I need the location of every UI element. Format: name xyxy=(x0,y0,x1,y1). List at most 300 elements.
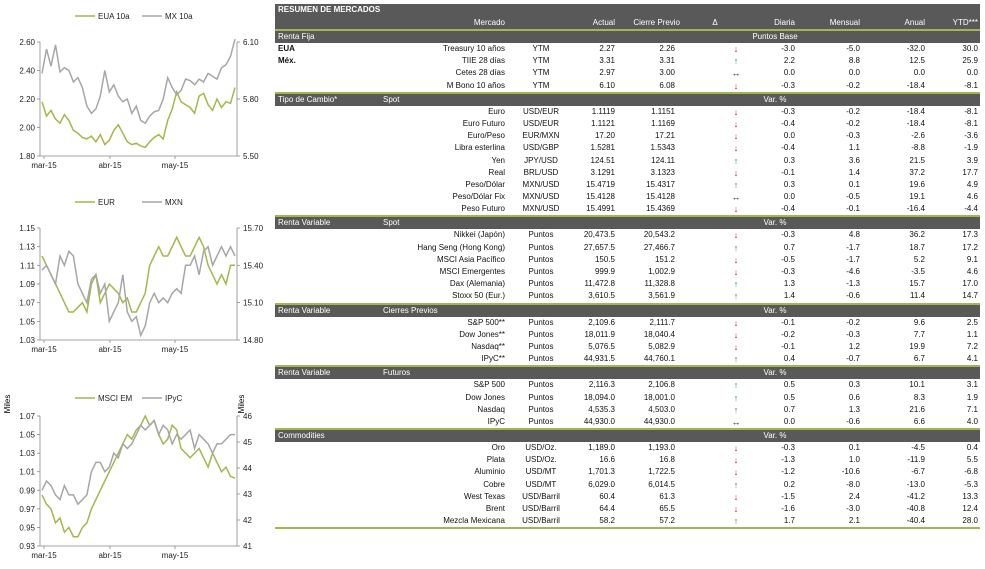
cell-monthly: -8.0 xyxy=(846,479,860,489)
cell-unit: USD/Barril xyxy=(522,504,560,513)
cell-annual: -13.0 xyxy=(906,479,925,489)
cell-instrument: Yen xyxy=(491,155,505,165)
cell-actual: 999.9 xyxy=(594,267,615,276)
cell-actual: 3.1291 xyxy=(590,167,615,177)
cell-actual: 60.4 xyxy=(599,491,615,501)
legend-label: EUA 10a xyxy=(98,12,130,21)
cell-prev: 6,014.5 xyxy=(648,479,675,489)
left-tick-label: 1.07 xyxy=(19,412,35,421)
cell-instrument: Nasdaq xyxy=(477,404,505,414)
cell-actual: 15.4991 xyxy=(586,204,615,214)
cell-daily: -0.1 xyxy=(781,317,795,327)
cell-ytd: 0.4 xyxy=(966,443,978,453)
cell-actual: 18,094.0 xyxy=(583,392,615,402)
cell-monthly: 1.4 xyxy=(848,167,860,177)
cell-monthly: 0.6 xyxy=(848,392,860,402)
x-tick-label: abr-15 xyxy=(98,345,122,354)
right-tick-label: 44 xyxy=(243,464,252,473)
cell-annual: 10.1 xyxy=(909,380,925,390)
table-row xyxy=(275,155,980,167)
cell-annual: -2.6 xyxy=(911,131,925,141)
row-label: Méx. xyxy=(278,56,296,66)
cell-daily: -0.3 xyxy=(781,267,795,276)
cell-instrument: Cobre xyxy=(483,479,505,489)
cell-annual: -16.4 xyxy=(906,204,925,214)
cell-instrument: Nikkei (Japón) xyxy=(453,230,505,240)
header-anual: Anual xyxy=(904,18,925,27)
chart-bonds-svg xyxy=(0,4,270,176)
arrow-flat-icon: ↔ xyxy=(731,68,741,79)
cell-ytd: 17.0 xyxy=(962,279,978,289)
arrow-up-icon: ↑ xyxy=(733,242,739,253)
cell-actual: 3.31 xyxy=(599,56,615,66)
cell-instrument: Euro Futuro xyxy=(462,118,505,128)
cell-monthly: 1.3 xyxy=(848,404,860,414)
table-title-text: RESUMEN DE MERCADOS xyxy=(278,5,381,14)
left-tick-label: 0.93 xyxy=(19,542,35,551)
cell-actual: 2,109.6 xyxy=(588,317,615,327)
table-row xyxy=(275,55,980,67)
cell-annual: 21.5 xyxy=(909,155,925,165)
section-unit: Var. % xyxy=(763,431,787,441)
cell-prev: 2,111.7 xyxy=(649,317,675,327)
table-row xyxy=(275,379,980,391)
section-name: Renta Variable xyxy=(278,305,331,315)
table-row xyxy=(275,442,980,454)
cell-ytd: -8.1 xyxy=(964,106,978,116)
cell-monthly: -10.6 xyxy=(841,467,860,477)
section-name: Tipo de Cambio* xyxy=(278,94,338,104)
cell-annual: 15.7 xyxy=(909,279,925,289)
cell-monthly: 8.8 xyxy=(848,56,860,66)
header-cierre: Cierre Previo xyxy=(633,18,680,27)
cell-daily: -0.1 xyxy=(781,341,795,351)
cell-actual: 16.6 xyxy=(599,455,615,465)
cell-actual: 11,472.8 xyxy=(584,279,615,289)
cell-ytd: -6.8 xyxy=(964,467,978,477)
cell-annual: 5.2 xyxy=(913,254,925,264)
chart-equity-svg xyxy=(0,386,270,566)
table-row xyxy=(275,43,980,55)
cell-ytd: 12.4 xyxy=(962,504,978,513)
left-tick-label: 2.00 xyxy=(19,123,35,133)
cell-actual: 2,116.3 xyxy=(588,380,615,390)
x-tick-label: mar-15 xyxy=(31,161,57,170)
left-tick-label: 0.99 xyxy=(19,486,35,496)
chart-bonds xyxy=(0,4,270,176)
arrow-down-icon: ↓ xyxy=(733,204,739,215)
cell-monthly: 0.3 xyxy=(848,380,860,390)
cell-ytd: -8.1 xyxy=(964,118,978,128)
header-delta: Δ xyxy=(712,18,718,27)
table-row xyxy=(275,106,980,118)
cell-unit: USD/Barril xyxy=(522,491,560,501)
arrow-down-icon: ↓ xyxy=(733,80,739,91)
cell-daily: 2.2 xyxy=(783,56,795,66)
cell-actual: 17.20 xyxy=(594,131,615,141)
arrow-down-icon: ↓ xyxy=(733,167,739,178)
cell-monthly: -0.2 xyxy=(846,106,860,116)
cell-prev: 15.4128 xyxy=(646,192,675,202)
right-tick-label: 15.70 xyxy=(243,224,264,233)
table-row xyxy=(275,67,980,79)
cell-ytd: 2.5 xyxy=(966,317,978,327)
cell-monthly: -0.2 xyxy=(846,80,860,90)
cell-unit: USD/MT xyxy=(525,467,557,477)
cell-unit: MXN/USD xyxy=(522,179,560,189)
cell-annual: 11.4 xyxy=(910,291,925,301)
cell-actual: 44,931.5 xyxy=(583,354,615,364)
section-sub: Futuros xyxy=(383,368,411,378)
cell-ytd: -1.9 xyxy=(964,143,978,153)
cell-daily: -1.3 xyxy=(781,455,795,465)
cell-prev: 3.31 xyxy=(659,56,675,66)
cell-ytd: 1.9 xyxy=(966,392,978,402)
arrow-up-icon: ↑ xyxy=(733,516,739,527)
series-line-1 xyxy=(42,88,235,148)
cell-monthly: -0.6 xyxy=(846,416,860,426)
cell-actual: 4,535.3 xyxy=(588,404,615,414)
cell-ytd: 5.5 xyxy=(966,455,978,465)
cell-actual: 44,930.0 xyxy=(583,416,615,426)
cell-daily: 0.0 xyxy=(783,68,795,78)
cell-instrument: IPyC** xyxy=(481,354,505,364)
cell-daily: 0.0 xyxy=(783,416,795,426)
left-tick-label: 1.01 xyxy=(19,467,35,477)
right-tick-label: 46 xyxy=(243,412,252,421)
cell-unit: Puntos xyxy=(528,317,554,327)
left-tick-label: 1.05 xyxy=(19,430,35,440)
cell-unit: MXN/USD xyxy=(522,192,560,202)
cell-prev: 2.26 xyxy=(659,44,675,53)
cell-unit: Puntos xyxy=(528,329,554,339)
left-tick-label: 1.03 xyxy=(19,336,35,345)
cell-prev: 44,930.0 xyxy=(643,416,675,426)
header-diaria: Diaria xyxy=(774,18,795,27)
cell-unit: BRL/USD xyxy=(523,167,559,177)
cell-instrument: Aluminio xyxy=(474,467,505,477)
table-row xyxy=(275,118,980,130)
section-unit: Var. % xyxy=(763,368,787,378)
left-tick-label: 0.95 xyxy=(19,523,35,533)
cell-ytd: 30.0 xyxy=(962,44,978,53)
cell-actual: 1.5281 xyxy=(590,143,615,153)
left-tick-label: 1.13 xyxy=(19,242,35,252)
cell-prev: 15.4369 xyxy=(646,204,675,214)
left-tick-label: 1.15 xyxy=(19,224,35,233)
cell-unit: USD/GBP xyxy=(522,143,559,153)
cell-daily: -0.4 xyxy=(781,118,795,128)
cell-monthly: -0.2 xyxy=(846,317,860,327)
cell-instrument: MSCI Emergentes xyxy=(439,267,505,276)
section-header xyxy=(275,365,980,379)
cell-daily: 0.3 xyxy=(783,179,795,189)
chart-equity xyxy=(0,386,270,566)
cell-prev: 15.4317 xyxy=(646,179,675,189)
cell-prev: 1,002.9 xyxy=(648,267,675,276)
cell-monthly: 0.1 xyxy=(848,179,860,189)
cell-annual: 19.9 xyxy=(909,341,925,351)
cell-instrument: Hang Seng (Hong Kong) xyxy=(417,242,505,252)
cell-ytd: 7.2 xyxy=(966,341,978,351)
cell-annual: 9.6 xyxy=(913,317,925,327)
cell-instrument: Mezcla Mexicana xyxy=(443,516,505,526)
cell-daily: 1.3 xyxy=(783,279,795,289)
cell-instrument: Dow Jones xyxy=(465,392,505,402)
arrow-down-icon: ↓ xyxy=(733,267,739,277)
cell-monthly: 4.8 xyxy=(848,230,860,240)
section-unit: Var. % xyxy=(763,218,787,228)
right-tick-label: 45 xyxy=(243,438,252,447)
table-row xyxy=(275,278,980,290)
arrow-down-icon: ↓ xyxy=(733,329,739,340)
cell-unit: EUR/MXN xyxy=(522,131,560,141)
cell-daily: -1.5 xyxy=(781,491,795,501)
cell-unit: YTM xyxy=(532,44,550,53)
cell-monthly: -4.6 xyxy=(846,267,860,276)
cell-annual: -40.4 xyxy=(906,516,925,526)
legend-label: MX 10a xyxy=(165,12,193,21)
section-unit: Var. % xyxy=(763,305,787,315)
arrow-down-icon: ↓ xyxy=(733,455,739,466)
cell-unit: MXN/USD xyxy=(522,204,560,214)
cell-actual: 1.1121 xyxy=(591,118,615,128)
cell-daily: -0.3 xyxy=(781,106,795,116)
cell-monthly: -0.2 xyxy=(846,118,860,128)
cell-annual: -6.7 xyxy=(911,467,925,477)
cell-actual: 6,029.0 xyxy=(588,479,615,489)
cell-unit: USD/EUR xyxy=(522,118,559,128)
cell-monthly: -0.3 xyxy=(846,131,860,141)
cell-daily: -0.3 xyxy=(781,80,795,90)
header-mensual: Mensual xyxy=(829,18,860,27)
cell-ytd: 17.3 xyxy=(962,230,978,240)
cell-annual: 6.6 xyxy=(913,416,925,426)
cell-monthly: -0.7 xyxy=(846,354,860,364)
cell-ytd: 4.6 xyxy=(966,267,978,276)
section-unit: Puntos Base xyxy=(752,32,798,41)
cell-ytd: 9.1 xyxy=(966,254,978,264)
cell-daily: -0.4 xyxy=(781,204,795,214)
table-row xyxy=(275,479,980,491)
cell-actual: 2.97 xyxy=(599,68,615,78)
cell-daily: 0.2 xyxy=(783,479,795,489)
arrow-down-icon: ↓ xyxy=(733,443,739,454)
cell-daily: -0.5 xyxy=(781,254,795,264)
cell-ytd: -3.6 xyxy=(964,131,978,141)
arrow-up-icon: ↑ xyxy=(733,291,739,302)
cell-monthly: -0.3 xyxy=(846,329,860,339)
section-name: Renta Variable xyxy=(278,218,331,228)
x-tick-label: abr-15 xyxy=(98,161,122,170)
cell-daily: -3.0 xyxy=(781,44,795,53)
cell-daily: 1.7 xyxy=(783,516,795,526)
section-header xyxy=(275,215,980,229)
cell-ytd: 4.9 xyxy=(966,179,978,189)
section-sub: Cierres Previos xyxy=(383,305,438,315)
cell-monthly: -1.3 xyxy=(846,279,860,289)
cell-unit: Puntos xyxy=(528,392,554,402)
cell-actual: 3,610.5 xyxy=(588,291,615,301)
arrow-up-icon: ↑ xyxy=(733,380,739,391)
cell-prev: 65.5 xyxy=(659,504,675,513)
cell-annual: 36.2 xyxy=(909,230,925,240)
right-tick-label: 6.10 xyxy=(243,38,259,47)
cell-actual: 2.27 xyxy=(599,44,615,53)
cell-unit: Puntos xyxy=(528,254,554,264)
cell-annual: 6.7 xyxy=(913,354,925,364)
arrow-down-icon: ↓ xyxy=(733,118,739,129)
cell-prev: 27,466.7 xyxy=(643,242,675,252)
cell-instrument: Plata xyxy=(486,455,505,465)
cell-ytd: 3.1 xyxy=(966,380,978,390)
cell-unit: Puntos xyxy=(528,279,554,289)
cell-annual: -41.2 xyxy=(906,491,925,501)
cell-instrument: West Texas xyxy=(463,491,505,501)
cell-ytd: 13.3 xyxy=(962,491,978,501)
table-row xyxy=(275,203,980,215)
cell-instrument: S&P 500 xyxy=(473,380,505,390)
cell-actual: 1.1119 xyxy=(591,106,615,116)
cell-unit: Puntos xyxy=(528,380,554,390)
section-name: Commodities xyxy=(278,431,325,441)
cell-instrument: TIIE 28 días xyxy=(461,56,505,66)
chart-fx-svg xyxy=(0,190,270,360)
cell-monthly: 2.1 xyxy=(848,516,860,526)
table-row xyxy=(275,341,980,353)
cell-actual: 5,076.5 xyxy=(588,341,615,351)
chart-fx xyxy=(0,190,270,360)
cell-ytd: 7.1 xyxy=(966,404,978,414)
left-axis-title: Miles xyxy=(3,394,12,414)
cell-daily: -1.2 xyxy=(781,467,795,477)
cell-monthly: 3.6 xyxy=(848,155,860,165)
cell-annual: -3.5 xyxy=(911,267,925,276)
header-ytd: YTD*** xyxy=(952,18,978,27)
cell-ytd: 4.0 xyxy=(966,416,978,426)
cell-instrument: Nasdaq** xyxy=(471,341,505,351)
left-tick-label: 2.20 xyxy=(19,95,35,104)
arrow-down-icon: ↓ xyxy=(733,467,739,478)
cell-instrument: Peso/Dólar xyxy=(465,179,505,189)
cell-monthly: -0.6 xyxy=(846,291,860,301)
cell-monthly: 1.2 xyxy=(848,341,860,351)
arrow-down-icon: ↓ xyxy=(733,143,739,154)
cell-annual: 19.6 xyxy=(909,179,925,189)
cell-unit: JPY/USD xyxy=(524,155,558,165)
cell-annual: -4.5 xyxy=(911,443,925,453)
cell-instrument: MSCI Asia Pacífico xyxy=(436,254,505,264)
cell-annual: 12.5 xyxy=(909,56,925,66)
section-sub: Spot xyxy=(383,218,400,228)
table-row xyxy=(275,266,980,278)
cell-ytd: 4.6 xyxy=(966,192,978,202)
cell-actual: 15.4719 xyxy=(586,179,615,189)
legend-label: IPyC xyxy=(165,394,183,403)
cell-instrument: Dow Jones** xyxy=(459,329,505,339)
cell-annual: -32.0 xyxy=(906,44,925,53)
cell-instrument: Libra esterlina xyxy=(454,143,505,153)
cell-daily: 0.7 xyxy=(783,404,795,414)
table-row xyxy=(275,329,980,341)
table-row xyxy=(275,491,980,503)
cell-prev: 3.1323 xyxy=(650,167,675,177)
section-header xyxy=(275,303,980,317)
table-header xyxy=(275,16,980,29)
cell-actual: 124.51 xyxy=(590,155,615,165)
cell-instrument: Dax (Alemania) xyxy=(449,279,505,289)
x-tick-label: mar-15 xyxy=(31,551,57,560)
left-tick-label: 2.60 xyxy=(19,38,35,47)
right-tick-label: 14.80 xyxy=(243,336,264,345)
cell-monthly: -0.5 xyxy=(846,192,860,202)
cell-prev: 11,328.8 xyxy=(644,279,675,289)
header-mercado: Mercado xyxy=(473,18,505,27)
cell-daily: 0.5 xyxy=(783,380,795,390)
cell-actual: 27,657.5 xyxy=(583,242,615,252)
cell-unit: Puntos xyxy=(528,341,554,351)
left-tick-label: 1.09 xyxy=(19,280,35,289)
cell-daily: 0.3 xyxy=(783,155,795,165)
table-row xyxy=(275,392,980,404)
cell-monthly: 1.1 xyxy=(848,143,860,153)
series-line-1 xyxy=(42,416,235,537)
cell-unit: USD/EUR xyxy=(522,106,559,116)
cell-ytd: 1.1 xyxy=(966,329,978,339)
cell-unit: Puntos xyxy=(528,404,554,414)
arrow-down-icon: ↓ xyxy=(733,230,739,241)
table-title xyxy=(275,4,980,16)
section-header xyxy=(275,29,980,43)
cell-unit: Puntos xyxy=(528,416,554,426)
cell-prev: 16.8 xyxy=(659,455,675,465)
cell-prev: 18,001.0 xyxy=(643,392,675,402)
cell-ytd: -8.1 xyxy=(964,80,978,90)
right-axis-title: Miles xyxy=(237,394,246,414)
cell-prev: 1.1169 xyxy=(651,118,675,128)
cell-daily: 0.4 xyxy=(783,354,795,364)
cell-ytd: -5.3 xyxy=(964,479,978,489)
cell-daily: 0.7 xyxy=(783,242,795,252)
cell-prev: 1,722.5 xyxy=(648,467,675,477)
cell-monthly: 1.0 xyxy=(848,455,860,465)
cell-unit: YTM xyxy=(532,68,550,78)
table-row xyxy=(275,317,980,329)
cell-prev: 20,543.2 xyxy=(643,230,675,240)
table-row xyxy=(275,290,980,302)
cell-daily: -0.3 xyxy=(781,443,795,453)
cell-unit: Puntos xyxy=(528,267,554,276)
cell-annual: 7.7 xyxy=(913,329,925,339)
cell-instrument: Peso/Dólar Fix xyxy=(452,192,505,202)
cell-ytd: -4.4 xyxy=(964,204,978,214)
series-line-2 xyxy=(42,39,235,123)
cell-unit: USD/MT xyxy=(525,479,557,489)
section-unit: Var. % xyxy=(763,94,787,104)
table-row xyxy=(275,229,980,241)
left-tick-label: 2.40 xyxy=(19,66,35,76)
cell-daily: -0.1 xyxy=(781,167,795,177)
arrow-down-icon: ↓ xyxy=(733,254,739,265)
cell-monthly: -0.1 xyxy=(846,204,860,214)
cell-annual: -18.4 xyxy=(906,106,925,116)
cell-monthly: -5.0 xyxy=(846,44,860,53)
cell-daily: 0.0 xyxy=(783,192,795,202)
cell-unit: Puntos xyxy=(528,291,554,301)
cell-monthly: 2.4 xyxy=(848,491,860,501)
cell-monthly: -1.7 xyxy=(846,254,860,264)
arrow-up-icon: ↑ xyxy=(733,392,739,403)
